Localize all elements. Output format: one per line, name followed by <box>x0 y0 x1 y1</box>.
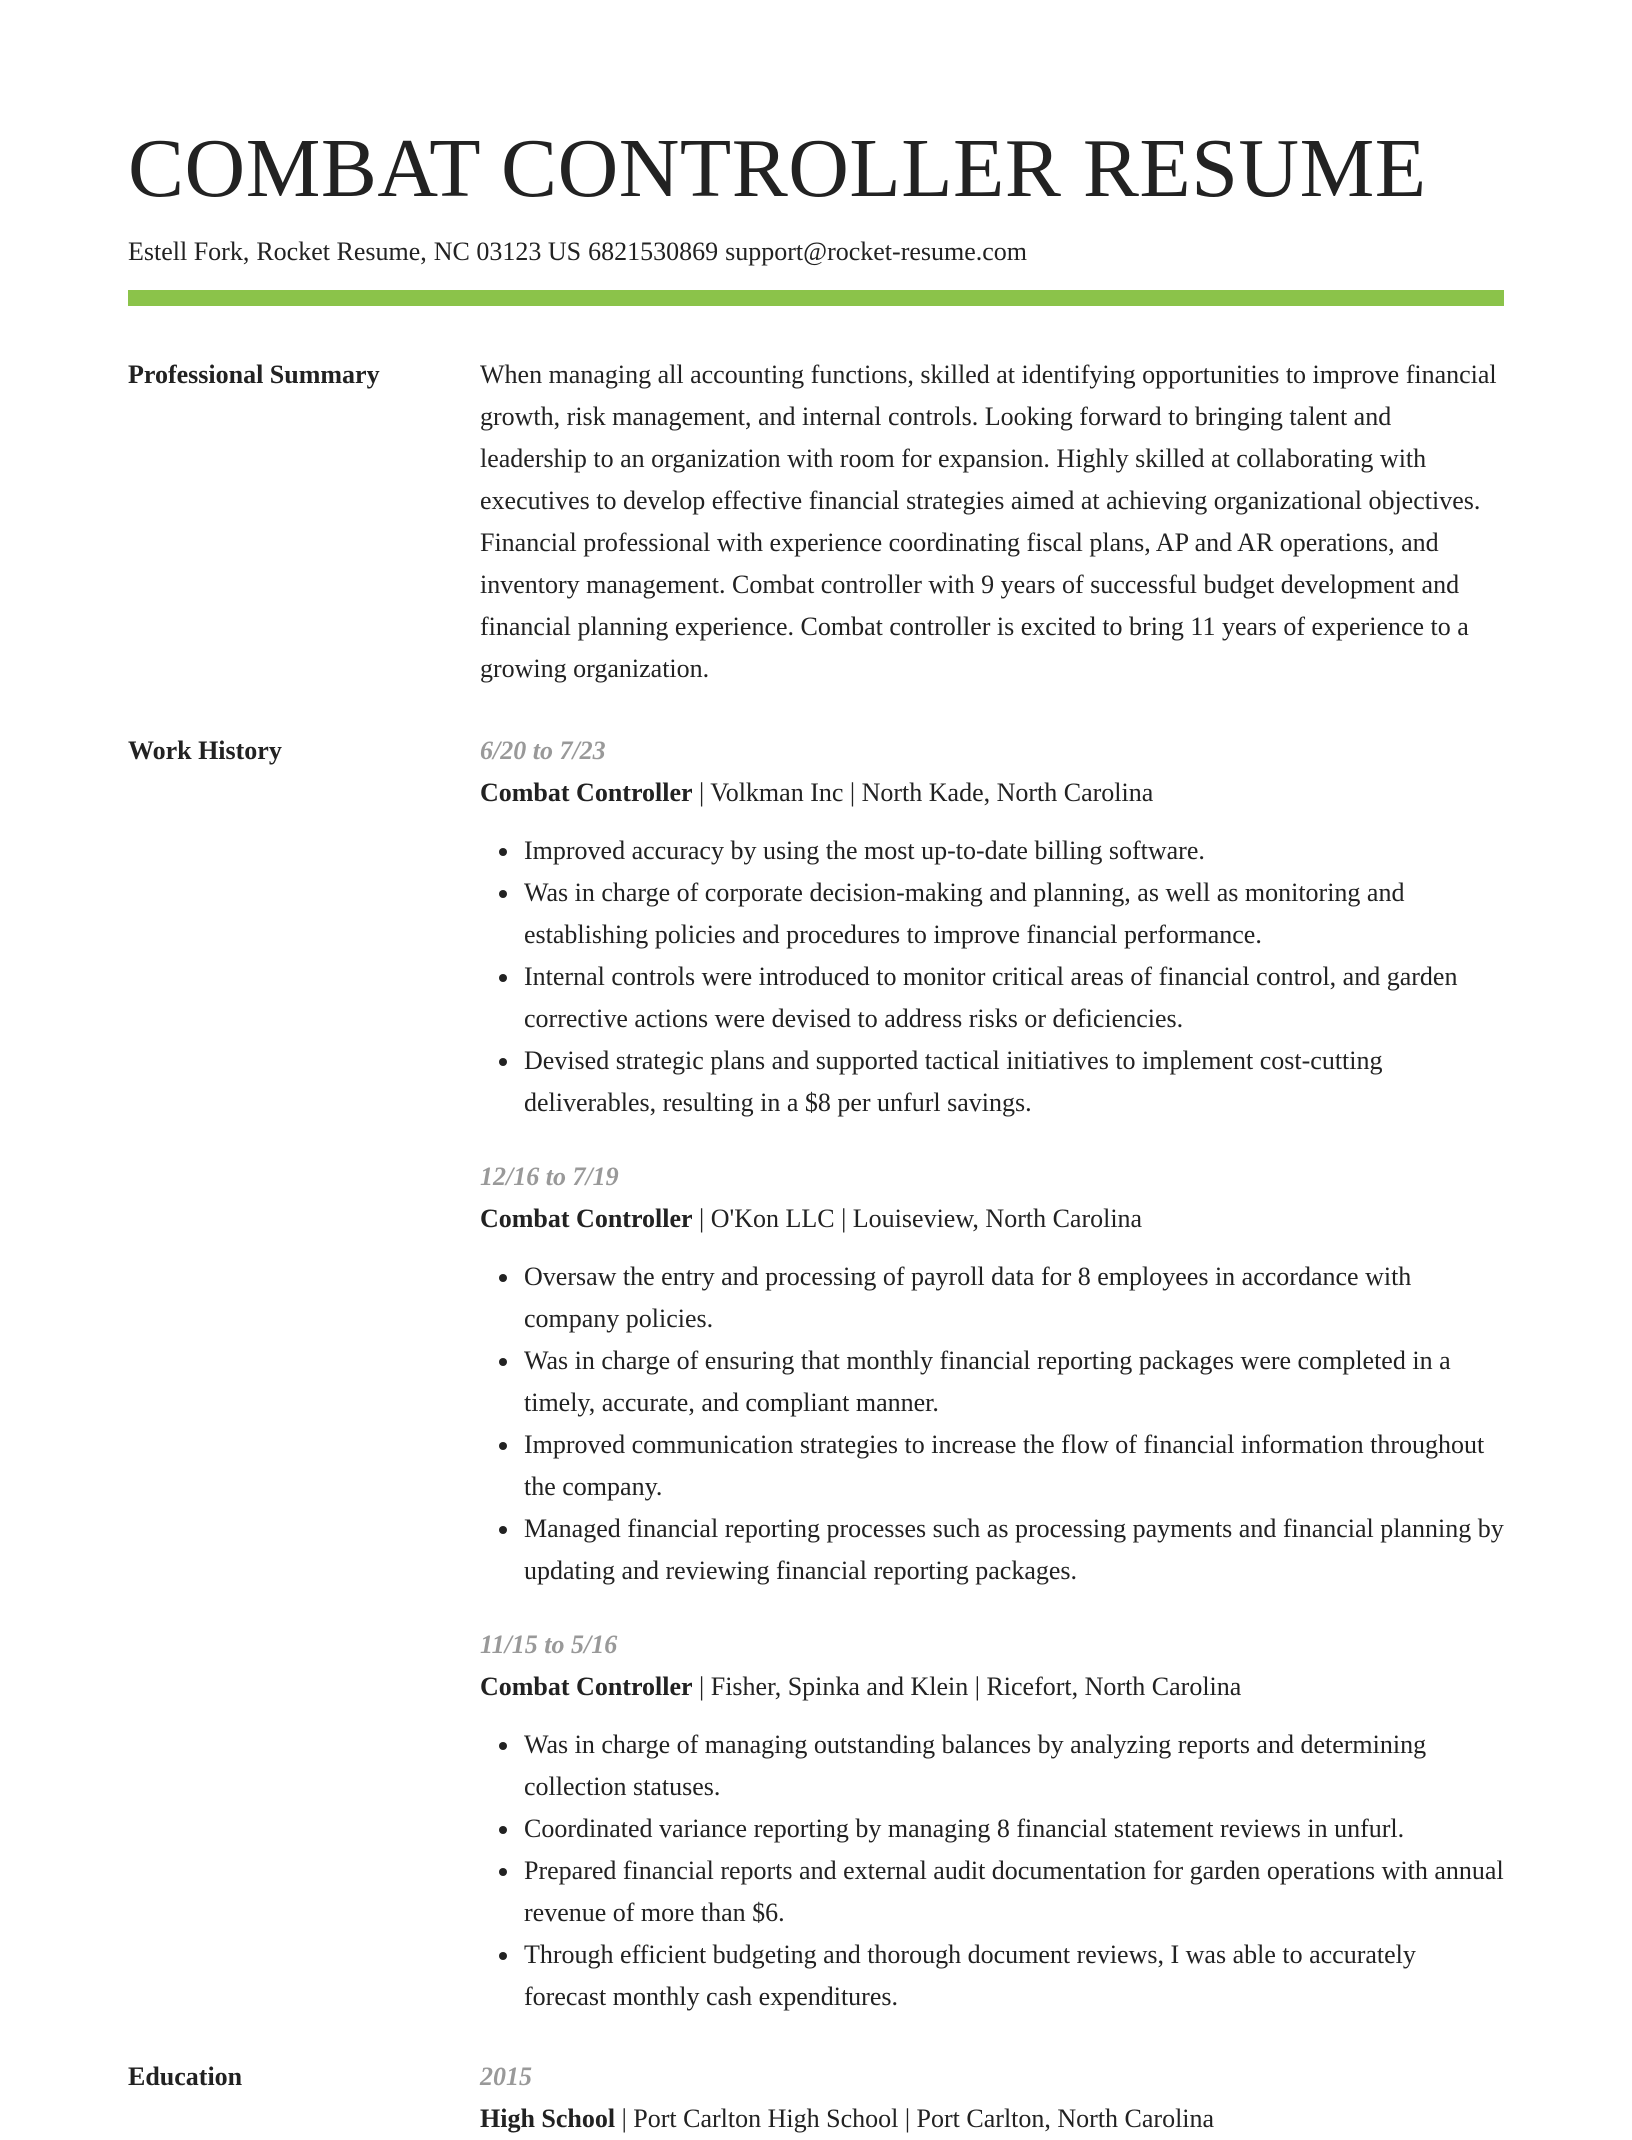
job-bullets <box>480 830 1504 1124</box>
education-section <box>128 2056 1504 2140</box>
job-bullet: Prepared financial reports and external audit documentation for garden operations with annual revenue of more than $6. <box>524 1850 1504 1934</box>
job-bullet: Coordinated variance reporting by managing 8 financial statement reviews in unfurl. <box>524 1808 1504 1850</box>
summary-text: When managing all accounting functions, skilled at identifying opportunities to improve financial growth, risk management, and internal controls. Looking forward to bringing talent and leadership to an organization with room for expansion. Highly skilled at collaborating with executives to develop effective financial strategies aimed at achieving organizational objectives. Financial professional with experience coordinating fiscal plans, AP and AR operations, and inventory management. Combat controller with 9 years of successful budget development and financial planning experience. Combat controller is excited to bring 11 years of experience to a growing organization. <box>480 360 1497 683</box>
job-bullet: Oversaw the entry and processing of payroll data for 8 employees in accordance with company policies. <box>524 1256 1504 1340</box>
job-header <box>480 772 1504 814</box>
job-entry <box>480 1156 1504 1592</box>
section-heading-education: Education <box>128 2062 243 2091</box>
job-entry <box>480 730 1504 1124</box>
contact-phone: 6821530869 <box>588 237 719 266</box>
job-bullet: Improved accuracy by using the most up-to-date billing software. <box>524 830 1504 872</box>
job-bullets <box>480 1256 1504 1592</box>
job-title: Combat Controller <box>480 1672 693 1701</box>
education-entry <box>480 2056 1504 2140</box>
section-heading-work: Work History <box>128 736 282 765</box>
job-entry <box>480 1624 1504 2018</box>
work-history-section <box>128 730 1504 2018</box>
header-divider <box>128 290 1504 306</box>
education-header <box>480 2098 1504 2140</box>
job-title: Combat Controller <box>480 1204 693 1233</box>
job-title: Combat Controller <box>480 778 693 807</box>
education-school-location: | Port Carlton High School | Port Carlton, North Carolina <box>615 2104 1215 2133</box>
job-header <box>480 1198 1504 1240</box>
contact-region: NC 03123 US <box>433 237 582 266</box>
job-bullet: Through efficient budgeting and thorough document reviews, I was able to accurately forecast monthly cash expenditures. <box>524 1934 1504 2018</box>
job-bullet: Managed financial reporting processes such as processing payments and financial planning by updating and reviewing financial reporting packages. <box>524 1508 1504 1592</box>
section-heading-summary: Professional Summary <box>128 360 380 389</box>
contact-city: Rocket Resume, <box>256 237 427 266</box>
resume-page <box>128 0 1504 2140</box>
job-company-location: | Volkman Inc | North Kade, North Carolina <box>692 778 1154 807</box>
contact-street: Estell Fork, <box>128 237 250 266</box>
contact-line <box>128 236 1504 268</box>
job-bullets <box>480 1724 1504 2018</box>
education-year: 2015 <box>480 2062 532 2091</box>
job-dates: 6/20 to 7/23 <box>480 736 606 765</box>
job-company-location: | Fisher, Spinka and Klein | Ricefort, North Carolina <box>692 1672 1242 1701</box>
job-bullet: Was in charge of ensuring that monthly financial reporting packages were completed in a timely, accurate, and compliant manner. <box>524 1340 1504 1424</box>
job-bullet: Was in charge of corporate decision-making and planning, as well as monitoring and establishing policies and procedures to improve financial performance. <box>524 872 1504 956</box>
job-dates: 12/16 to 7/19 <box>480 1162 619 1191</box>
resume-title: COMBAT CONTROLLER RESUME <box>128 122 1427 215</box>
contact-email: support@rocket-resume.com <box>725 237 1028 266</box>
job-bullet: Was in charge of managing outstanding balances by analyzing reports and determining collection statuses. <box>524 1724 1504 1808</box>
job-bullet: Internal controls were introduced to monitor critical areas of financial control, and garden corrective actions were devised to address risks or deficiencies. <box>524 956 1504 1040</box>
education-degree: High School <box>480 2104 616 2133</box>
job-bullet: Devised strategic plans and supported tactical initiatives to implement cost-cutting deliverables, resulting in a $8 per unfurl savings. <box>524 1040 1504 1124</box>
job-company-location: | O'Kon LLC | Louiseview, North Carolina <box>692 1204 1143 1233</box>
job-header <box>480 1666 1504 1708</box>
professional-summary-section <box>128 354 1504 690</box>
job-bullet: Improved communication strategies to increase the flow of financial information throughout the company. <box>524 1424 1504 1508</box>
job-dates: 11/15 to 5/16 <box>480 1630 618 1659</box>
